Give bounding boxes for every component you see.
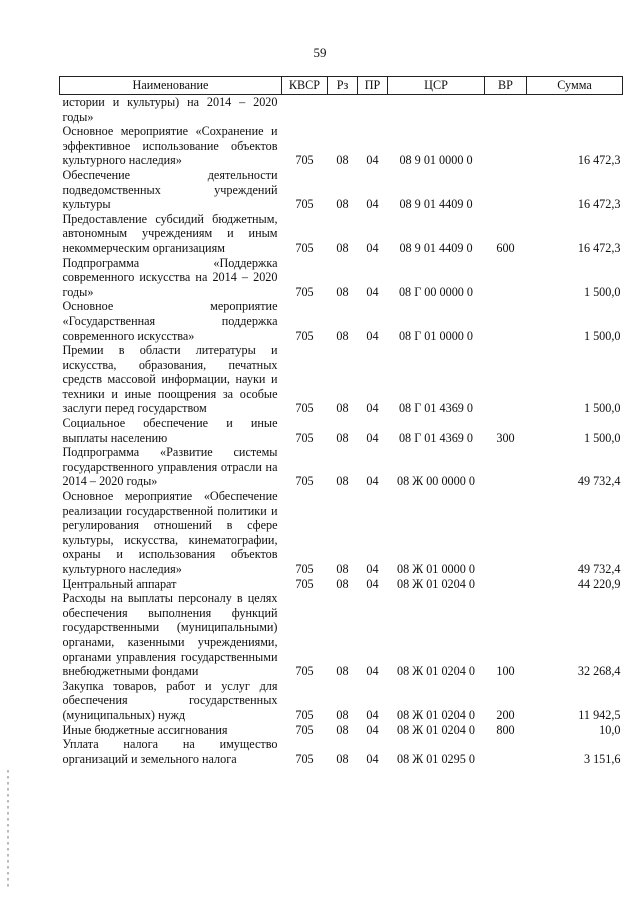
table-row	[60, 577, 623, 592]
pr-cell: 04	[366, 430, 379, 445]
kvsr-cell: 705	[295, 430, 314, 445]
name-cell: Предоставление субсидий бюджетным, автономным учреждениям и иным некоммерческим организациям	[62, 211, 278, 255]
kvsr-cell: 705	[295, 562, 314, 576]
csr-cell: 08 9 01 4409 0	[399, 197, 473, 212]
kvsr-cell: 705	[295, 240, 314, 255]
csr-cell: 08 9 01 4409 0	[399, 240, 473, 255]
table-row	[60, 299, 623, 343]
header-pr: ПР	[358, 77, 388, 95]
vr-cell: 800	[496, 722, 515, 737]
header-kvsr: КВСР	[282, 77, 328, 95]
csr-cell: 08 9 01 0000 0	[399, 153, 473, 168]
sum-cell	[527, 95, 623, 125]
rz-cell	[328, 95, 358, 125]
name-cell: Иные бюджетные ассигнования	[62, 722, 228, 737]
table-row	[60, 489, 623, 577]
sum-cell: 44 220,9	[577, 576, 621, 591]
sum-cell: 3 151,6	[583, 751, 621, 766]
rz-cell: 08	[336, 751, 349, 766]
sum-cell: 1 500,0	[583, 284, 621, 299]
rz-cell: 08	[336, 664, 349, 679]
kvsr-cell: 705	[295, 284, 314, 299]
csr-cell: 08 Ж 01 0204 0	[397, 576, 475, 591]
kvsr-cell: 705	[295, 751, 314, 766]
name-cell: Центральный аппарат	[62, 576, 177, 591]
header-name: Наименование	[60, 77, 282, 95]
scan-edge-marks	[7, 770, 9, 890]
name-cell: Подпрограмма «Развитие системы государственного управления отрасли на 2014 – 2020 годы»	[62, 445, 278, 489]
table-row	[60, 679, 623, 723]
rz-cell: 08	[336, 153, 349, 168]
table-row	[60, 168, 623, 212]
sum-cell: 1 500,0	[583, 430, 621, 445]
name-cell: Расходы на выплаты персоналу в целях обеспечения выполнения функций государственными (муниципальными) органами, казенными учреждениями, органами управления государственными внебюджетными фондами	[62, 591, 278, 679]
csr-cell: 08 Ж 00 0000 0	[397, 474, 475, 489]
rz-cell: 08	[336, 284, 349, 299]
csr-cell: 08 Г 01 0000 0	[398, 328, 474, 343]
pr-cell: 04	[366, 401, 379, 416]
vr-cell	[485, 124, 527, 168]
pr-cell: 04	[366, 240, 379, 255]
sum-cell: 32 268,4	[577, 664, 621, 679]
kvsr-cell: 705	[295, 722, 314, 737]
name-cell: Обеспечение деятельности подведомственных учреждений культуры	[62, 167, 278, 212]
csr-cell: 08 Ж 01 0204 0	[397, 722, 475, 737]
pr-cell: 04	[366, 284, 379, 299]
kvsr-cell: 705	[295, 707, 314, 722]
vr-cell	[485, 95, 527, 125]
vr-cell	[485, 577, 527, 592]
csr-cell	[388, 95, 485, 125]
rz-cell: 08	[336, 328, 349, 343]
vr-cell	[485, 299, 527, 343]
sum-cell: 1 500,0	[583, 401, 621, 416]
pr-cell: 04	[366, 197, 379, 212]
pr-cell: 04	[366, 664, 379, 679]
name-cell: Основное мероприятие «Обеспечение реализации государственной политики и регулирования отношений в сфере культуры, искусства, кинематографии, охраны и использования объектов культурного наследия»	[62, 489, 278, 576]
name-cell: Основное мероприятие «Сохранение и эффективное использование объектов культурного наследия»	[62, 124, 278, 168]
csr-cell: 08 Г 01 4369 0	[398, 401, 474, 416]
csr-cell: 08 Ж 01 0295 0	[397, 751, 475, 766]
rz-cell: 08	[336, 240, 349, 255]
vr-cell	[485, 168, 527, 212]
kvsr-cell: 705	[295, 328, 314, 343]
table-row	[60, 256, 623, 300]
kvsr-cell: 705	[295, 576, 314, 591]
header-rz: Рз	[328, 77, 358, 95]
name-cell: Основное мероприятие «Государственная поддержка современного искусства»	[62, 299, 278, 343]
vr-cell: 300	[496, 430, 515, 445]
rz-cell: 08	[336, 430, 349, 445]
vr-cell	[485, 343, 527, 416]
table-row	[60, 343, 623, 416]
kvsr-cell: 705	[295, 474, 314, 489]
table-row	[60, 723, 623, 738]
kvsr-cell: 705	[295, 664, 314, 679]
sum-cell: 1 500,0	[583, 328, 621, 343]
sum-cell: 49 732,4	[577, 562, 621, 576]
table-body	[60, 95, 623, 767]
name-cell: истории и культуры) на 2014 – 2020 годы»	[62, 95, 278, 124]
name-cell: Социальное обеспечение и иные выплаты населению	[62, 416, 278, 445]
header-sum: Сумма	[527, 77, 623, 95]
sum-cell: 16 472,3	[577, 153, 621, 168]
rz-cell: 08	[336, 197, 349, 212]
rz-cell: 08	[336, 576, 349, 591]
pr-cell: 04	[366, 751, 379, 766]
kvsr-cell	[282, 95, 328, 125]
sum-cell: 10,0	[599, 722, 621, 737]
rz-cell: 08	[336, 562, 349, 576]
header-csr: ЦСР	[388, 77, 485, 95]
pr-cell: 04	[366, 722, 379, 737]
table-row	[60, 591, 623, 679]
rz-cell: 08	[336, 707, 349, 722]
vr-cell	[485, 737, 527, 766]
csr-cell: 08 Г 01 4369 0	[398, 430, 474, 445]
vr-cell	[485, 256, 527, 300]
kvsr-cell: 705	[295, 153, 314, 168]
table-row	[60, 445, 623, 489]
name-cell: Уплата налога на имущество организаций и земельного налога	[62, 737, 278, 766]
table-row	[60, 95, 623, 125]
vr-cell: 200	[496, 707, 515, 722]
kvsr-cell: 705	[295, 401, 314, 416]
rz-cell: 08	[336, 722, 349, 737]
pr-cell: 04	[366, 707, 379, 722]
kvsr-cell: 705	[295, 197, 314, 212]
table-row	[60, 124, 623, 168]
name-cell: Премии в области литературы и искусства, образования, печатных средств массовой информации, науки и техники и иные поощрения за особые заслуги перед государством	[62, 343, 278, 416]
rz-cell: 08	[336, 401, 349, 416]
name-cell: Закупка товаров, работ и услуг для обеспечения государственных (муниципальных) нужд	[62, 678, 278, 722]
csr-cell: 08 Ж 01 0204 0	[397, 664, 475, 679]
budget-table	[59, 76, 623, 766]
vr-cell: 600	[496, 240, 515, 255]
vr-cell	[485, 489, 527, 577]
sum-cell: 49 732,4	[577, 474, 621, 489]
sum-cell: 16 472,3	[577, 197, 621, 212]
name-cell: Подпрограмма «Поддержка современного искусства на 2014 – 2020 годы»	[62, 255, 278, 299]
page-number: 59	[313, 45, 327, 60]
header-vr: ВР	[485, 77, 527, 95]
csr-cell: 08 Г 00 0000 0	[398, 284, 474, 299]
pr-cell: 04	[366, 576, 379, 591]
pr-cell: 04	[366, 562, 379, 576]
table-header	[60, 77, 623, 95]
table-row	[60, 212, 623, 256]
pr-cell: 04	[366, 474, 379, 489]
pr-cell: 04	[366, 153, 379, 168]
table-row	[60, 737, 623, 766]
table-row	[60, 416, 623, 445]
pr-cell	[358, 95, 388, 125]
pr-cell: 04	[366, 328, 379, 343]
sum-cell: 11 942,5	[578, 707, 621, 722]
sum-cell: 16 472,3	[577, 240, 621, 255]
vr-cell	[485, 445, 527, 489]
csr-cell: 08 Ж 01 0000 0	[397, 562, 475, 576]
rz-cell: 08	[336, 474, 349, 489]
vr-cell: 100	[496, 664, 515, 679]
csr-cell: 08 Ж 01 0204 0	[397, 707, 475, 722]
